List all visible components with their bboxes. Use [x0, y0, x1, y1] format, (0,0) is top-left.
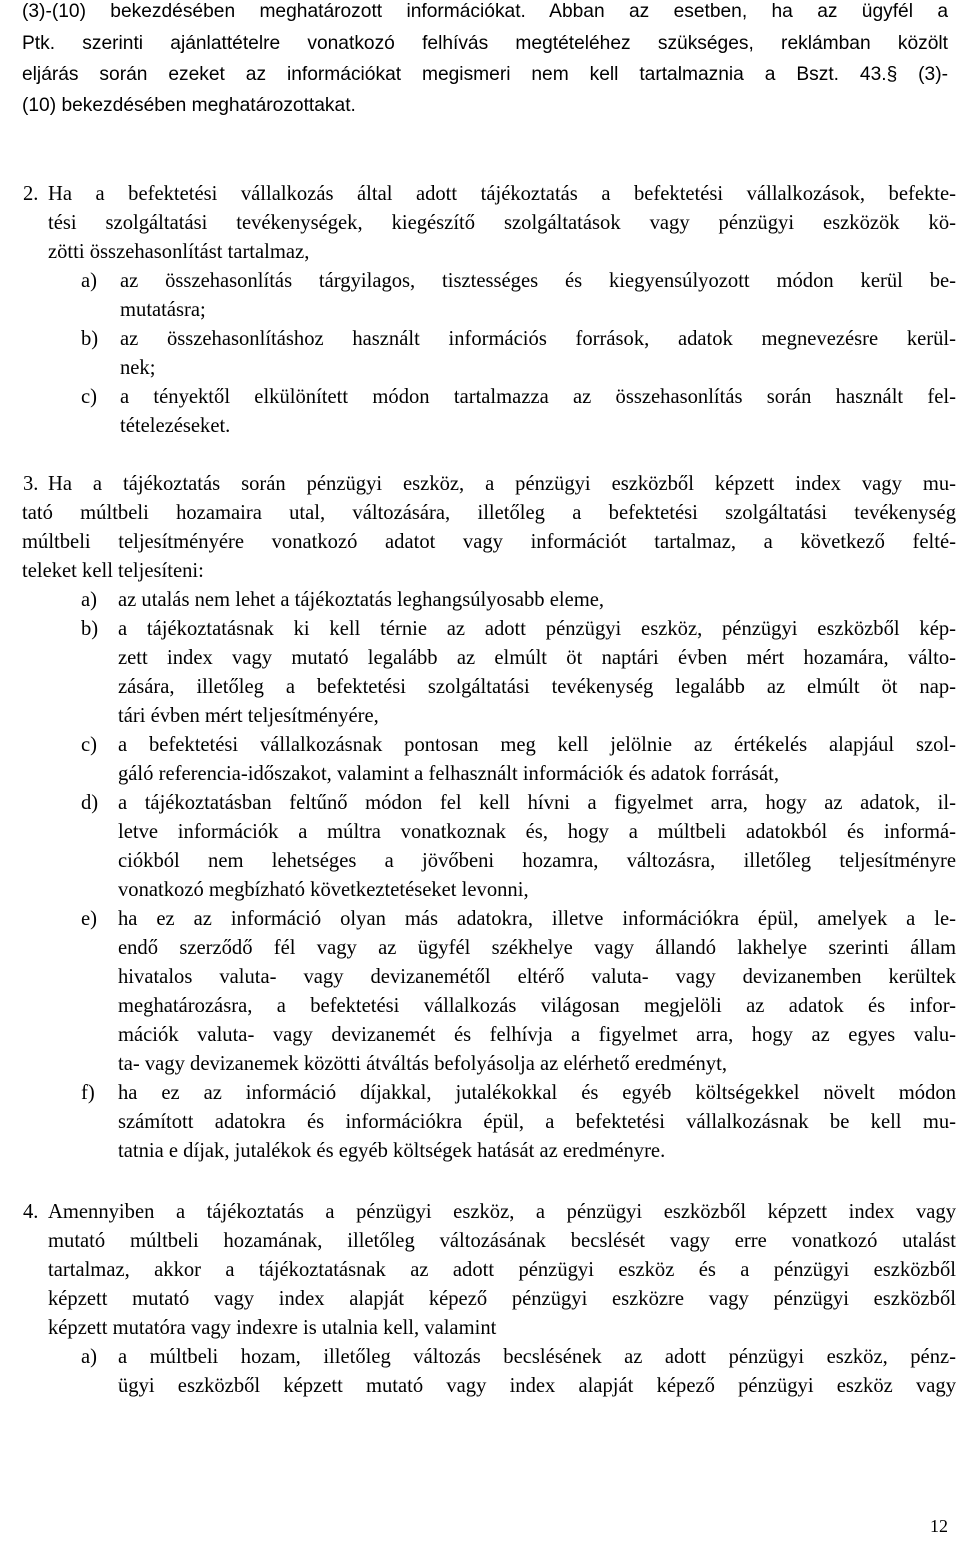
page-number: 12	[930, 1516, 948, 1536]
item-text-line: ta- vagy devizanemek közötti átváltás befolyásolja az elérhető eredményt,	[118, 1053, 727, 1075]
section-text-line: teleket kell teljesíteni:	[22, 560, 204, 582]
section-text-line: tató múltbeli hozamaira utal, változására, illetőleg a befektetési szolgáltatási tevékenység	[22, 502, 956, 524]
section-number: 4.	[23, 1201, 39, 1223]
section-text-line: Ha a befektetési vállalkozás által adott tájékoztatás a befektetési vállalkozások, befekte-	[48, 183, 956, 205]
item-text-line: vonatkozó megbízható következtetéseket levonni,	[118, 879, 529, 901]
item-label: f)	[81, 1082, 95, 1104]
item-text-line: endő szerződő fél vagy az ügyfél székhelye vagy állandó lakhelye szerinti állam	[118, 937, 956, 959]
item-label: a)	[81, 1346, 97, 1368]
item-text-line: a múltbeli hozam, illetőleg változás becslésének az adott pénzügyi eszköz, pénz-	[118, 1346, 956, 1368]
paragraph-line: (10) bekezdésében meghatározottakat.	[22, 95, 356, 116]
section-number: 3.	[23, 473, 39, 495]
section-text-line: zötti összehasonlítást tartalmaz,	[48, 241, 310, 263]
item-text-line: mációk valuta- vagy devizanemét és felhívja a figyelmet arra, hogy az egyes valu-	[118, 1024, 956, 1046]
section-text-line: képzett mutató vagy index alapját képező pénzügyi eszközre vagy pénzügyi eszközből	[48, 1288, 956, 1310]
item-label: e)	[81, 908, 97, 930]
item-label: b)	[81, 618, 99, 640]
item-text-line: ha ez az információ olyan más adatokra, illetve információkra épül, amelyek a le-	[118, 908, 956, 930]
item-text-line: gáló referencia-időszakot, valamint a felhasznált információk és adatok forrását,	[118, 763, 779, 785]
section-text-line: Ha a tájékoztatás során pénzügyi eszköz, a pénzügyi eszközből képzett index vagy mu-	[48, 473, 956, 495]
item-text-line: a befektetési vállalkozásnak pontosan meg kell jelölnie az értékelés alapjául szol-	[118, 734, 956, 756]
item-label: c)	[81, 386, 97, 408]
paragraph-line: (3)-(10) bekezdésében meghatározott információkat. Abban az esetben, ha az ügyfél a	[22, 1, 948, 22]
item-label: a)	[81, 589, 97, 611]
item-text-line: tatnia e díjak, jutalékok és egyéb költségek hatását az eredményre.	[118, 1140, 666, 1162]
item-text-line: tári évben mért teljesítményére,	[118, 705, 379, 727]
section-number: 2.	[23, 183, 39, 205]
item-text-line: hivatalos valuta- vagy devizanemétől eltérő valuta- vagy devizanemben kerültek	[118, 966, 956, 988]
item-text-line: a tényektől elkülönített módon tartalmazza az összehasonlítás során használt fel-	[120, 386, 956, 408]
section-text-line: Amennyiben a tájékoztatás a pénzügyi eszköz, a pénzügyi eszközből képzett index vagy	[48, 1201, 956, 1223]
item-text-line: az utalás nem lehet a tájékoztatás leghangsúlyosabb eleme,	[118, 589, 605, 611]
item-text-line: letve információk a múltra vonatkoznak és, hogy a múltbeli adatokból és informá-	[118, 821, 956, 843]
item-text-line: számított adatokra és információkra épül, a befektetési vállalkozásnak be kell mu-	[118, 1111, 956, 1133]
item-text-line: az összehasonlításhoz használt információs források, adatok megnevezésre kerül-	[120, 328, 956, 350]
section-text-line: tési szolgáltatási tevékenységek, kiegészítő szolgáltatások vagy pénzügyi eszközök kö-	[48, 212, 956, 234]
item-label: a)	[81, 270, 97, 292]
section-text-line: mutató múltbeli hozamának, illetőleg változásának becslését vagy erre vonatkozó utalást	[48, 1230, 956, 1252]
paragraph-line: Ptk. szerinti ajánlattételre vonatkozó felhívás megtételéhez szükséges, reklámban közölt	[22, 33, 948, 54]
item-text-line: nek;	[120, 357, 156, 379]
item-text-line: zett index vagy mutató legalább az elmúlt öt naptári évben mért hozamára, válto-	[118, 647, 956, 669]
item-label: c)	[81, 734, 97, 756]
item-text-line: mutatásra;	[120, 299, 206, 321]
item-text-line: ha ez az információ díjakkal, jutalékokkal és egyéb költségekkel növelt módon	[118, 1082, 956, 1104]
section-text-line: tartalmaz, akkor a tájékoztatásnak az adott pénzügyi eszköz és a pénzügyi eszközből	[48, 1259, 956, 1281]
item-label: b)	[81, 328, 99, 350]
item-text-line: ciókból nem lehetséges a jövőbeni hozamra, változásra, illetőleg teljesítményre	[118, 850, 956, 872]
item-text-line: tételezéseket.	[120, 415, 231, 437]
item-text-line: a tájékoztatásnak ki kell térnie az adott pénzügyi eszköz, pénzügyi eszközből kép-	[118, 618, 956, 640]
section-text-line: múltbeli teljesítményére vonatkozó adatot vagy információt tartalmaz, a következő felté-	[22, 531, 956, 553]
item-text-line: a tájékoztatásban feltűnő módon fel kell hívni a figyelmet arra, hogy az adatok, il-	[118, 792, 956, 814]
item-text-line: az összehasonlítás tárgyilagos, tisztességes és kiegyensúlyozott módon kerül be-	[120, 270, 956, 292]
paragraph-line: eljárás során ezeket az információkat megismeri nem kell tartalmaznia a Bszt. 43.§ (3)-	[22, 64, 948, 85]
section-text-line: képzett mutatóra vagy indexre is utalnia kell, valamint	[48, 1317, 497, 1339]
item-text-line: ügyi eszközből képzett mutató vagy index alapját képező pénzügyi eszköz vagy	[118, 1375, 956, 1397]
item-text-line: meghatározásra, a befektetési vállalkozás világosan megjelöli az adatok és infor-	[118, 995, 956, 1017]
item-label: d)	[81, 792, 99, 814]
item-text-line: zására, illetőleg a befektetési szolgáltatási tevékenység legalább az elmúlt öt nap-	[118, 676, 956, 698]
